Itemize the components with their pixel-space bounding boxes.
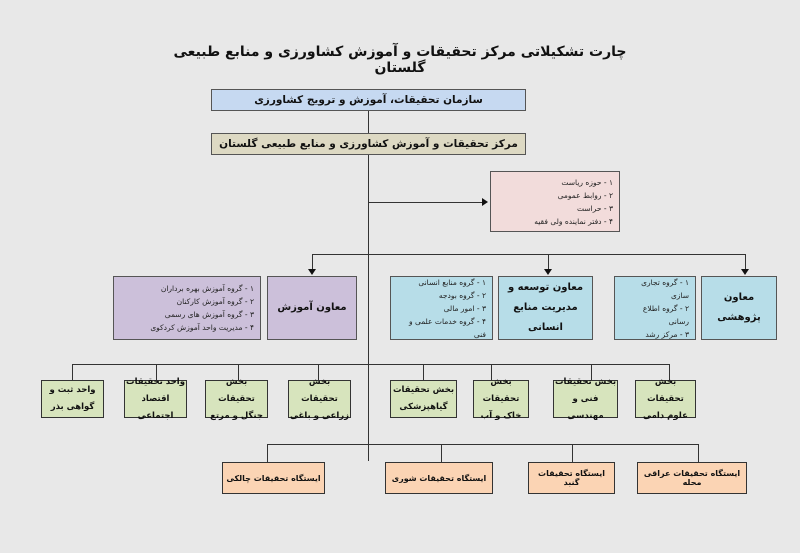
connector-station: [698, 444, 699, 462]
research-station-box: [637, 462, 747, 494]
connector-stations: [267, 444, 699, 445]
staff-unit-item: ۱ - حوزه ریاست: [561, 177, 613, 187]
research-unit-label-line1: بخش تحقیقات: [647, 376, 684, 404]
connector-station: [441, 444, 442, 462]
education-deputy-label: معاون آموزش: [277, 302, 347, 313]
research-station-box: [385, 462, 493, 494]
research-unit-label-line1: بخش تحقیقات: [554, 376, 617, 387]
arrow-down-icon: [308, 269, 316, 275]
research-unit-box: [635, 376, 696, 421]
research-unit-label-line2: علوم دامی: [643, 410, 688, 421]
connector-deputies: [312, 254, 746, 255]
research-unit-label-line1: واحد ثبت و: [49, 385, 96, 395]
staff-unit-item: ۲ - روابط عمومی: [557, 190, 613, 200]
research-unit-box: [473, 376, 529, 421]
research-unit-label-line2: اقتصاد اجتماعی: [137, 393, 174, 421]
education-deputy-box: [267, 276, 357, 340]
education-groups-box: [113, 276, 261, 340]
research-unit-label-line1: بخش تحقیقات: [482, 376, 520, 404]
research-station-box: [528, 462, 615, 494]
research-station-label: ایستگاه تحقیقات عراقی محله: [643, 469, 741, 487]
development-group-item: ۱ - گروه منابع انسانی: [418, 277, 486, 287]
research-unit-label-line2: زراعی و باغی: [289, 410, 350, 421]
connector-station: [572, 444, 573, 462]
research-unit-label-line1: بخش تحقیقات: [392, 385, 455, 395]
education-group-item: ۳ - گروه آموزش های رسمی: [164, 310, 254, 319]
research-unit-label-line2: گواهی بذر: [50, 402, 95, 412]
development-group-item: ۲ - گروه بودجه: [438, 290, 486, 300]
chart-title: چارت تشکیلاتی مرکز تحقیقات و آموزش کشاورزی و منابع طبیعی گلستان: [173, 44, 627, 76]
staff-unit-item: ۴ - دفتر نماینده ولی فقیه: [534, 216, 613, 226]
research-station-label: ایستگاه تحقیقات شوری: [391, 473, 487, 483]
arrow-down-icon: [741, 269, 749, 275]
research-unit-box: [390, 380, 457, 418]
connector-unit: [72, 364, 73, 380]
org-box: [211, 89, 526, 111]
development-deputy-label-line2: مدیریت منابع انسانی: [513, 302, 578, 333]
research-deputy-label: معاون پژوهشی: [717, 292, 761, 323]
research-unit-box: [205, 376, 268, 421]
research-group-item: ۲ - گروه اطلاع رسانی: [642, 303, 689, 326]
research-unit-label-line2: گیاهپزشکی: [399, 402, 448, 412]
research-unit-box: [124, 376, 187, 421]
staff-units-box: [490, 171, 620, 232]
research-group-item: ۳ - مرکز رشد: [645, 329, 689, 339]
research-station-label: ایستگاه تحقیقات گنبد: [538, 469, 605, 487]
research-unit-label-line2: خاک و آب: [480, 410, 522, 421]
org-box-label: سازمان تحقیقات، آموزش و ترویج کشاورزی: [254, 94, 483, 106]
research-deputy-box: [701, 276, 777, 340]
development-groups-box: [390, 276, 493, 340]
connector-staff: [368, 202, 486, 203]
research-station-box: [222, 462, 325, 494]
connector-research-units: [72, 364, 669, 365]
center-box: [211, 133, 526, 155]
education-group-item: ۴ - مدیریت واحد آموزش کردکوی: [150, 323, 254, 332]
research-station-label: ایستگاه تحقیقات چالکی: [226, 473, 321, 483]
research-group-item: ۱ - گروه تجاری سازی: [641, 277, 689, 300]
research-unit-box: [41, 380, 104, 418]
research-unit-label-line1: بخش تحقیقات: [301, 376, 338, 404]
research-unit-label-line2: جنگل و مرتع: [210, 410, 263, 421]
development-group-item: ۳ - امور مالی: [443, 303, 486, 313]
connector-spine: [368, 108, 369, 461]
research-unit-label-line1: واحد تحقیقات: [126, 376, 185, 387]
connector-station: [267, 444, 268, 462]
education-group-item: ۲ - گروه آموزش کارکنان: [176, 297, 254, 306]
research-unit-box: [553, 376, 618, 421]
connector-unit: [423, 364, 424, 380]
research-unit-label-line1: بخش تحقیقات: [218, 376, 255, 404]
education-group-item: ۱ - گروه آموزش بهره برداران: [160, 284, 254, 293]
research-groups-box: [614, 276, 696, 340]
staff-unit-item: ۳ - حراست: [576, 203, 613, 213]
research-unit-box: [288, 376, 351, 421]
development-deputy-label-line1: معاون توسعه و: [507, 282, 584, 293]
center-box-label: مرکز تحقیقات و آموزش کشاورزی و منابع طبیعی گلستان: [219, 138, 518, 150]
research-unit-label-line2: فنی و مهندسی: [567, 393, 604, 421]
arrow-right-icon: [482, 198, 488, 206]
development-group-item: ۴ - گروه خدمات علمی و فنی: [408, 316, 486, 339]
arrow-down-icon: [544, 269, 552, 275]
development-deputy-box: [498, 276, 593, 340]
